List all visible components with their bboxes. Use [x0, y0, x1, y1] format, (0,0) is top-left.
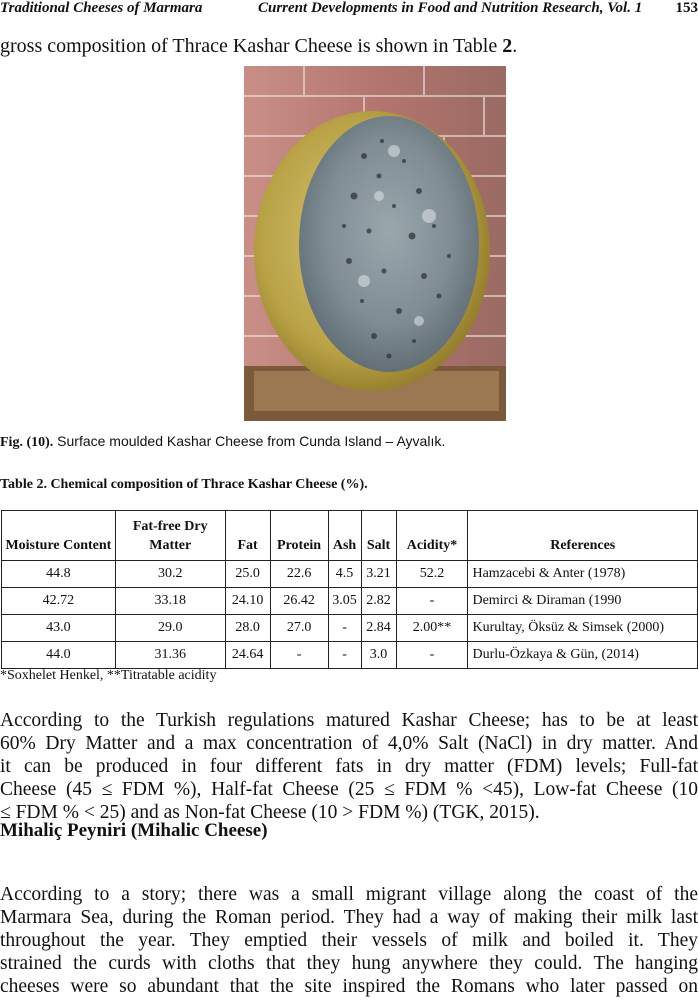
cell: -: [396, 588, 468, 615]
header-salt: Salt: [361, 511, 396, 561]
table-reference: 2: [502, 35, 513, 57]
intro-end: .: [512, 35, 518, 57]
cell: 3.0: [361, 642, 396, 669]
paragraph-line: 60% Dry Matter and a max concentration of 4,0% Salt (NaCl) in dry matter. And: [0, 733, 698, 754]
header-protein: Protein: [270, 511, 328, 561]
reference-cell: Demirci & Diraman (1990: [468, 588, 698, 615]
figure-caption-text: Surface moulded Kashar Cheese from Cunda Island – Ayvalık.: [53, 433, 446, 449]
cell: 27.0: [270, 615, 328, 642]
cheese-photo-drawing: [244, 66, 506, 421]
paragraph-line: strained the curds with cloths that they hung anywhere they could. The hanging: [0, 953, 698, 974]
header-fat-free-dry-matter: Fat-free Dry Matter: [115, 511, 225, 561]
cell: -: [328, 615, 361, 642]
header-ash: Ash: [328, 511, 361, 561]
section-heading: Mihaliç Peyniri (Mihalic Cheese): [0, 820, 268, 841]
figure-label: Fig. (10).: [0, 435, 54, 450]
reference-cell: Hamzacebi & Anter (1978): [468, 561, 698, 588]
cell: 28.0: [225, 615, 270, 642]
chemical-composition-table: [1, 510, 698, 669]
table-row: [2, 642, 698, 669]
running-head-journal: Current Developments in Food and Nutrition Research, Vol. 1: [258, 0, 643, 16]
paragraph-line: Cheese (45 ≤ FDM %), Half-fat Cheese (25 ≤ FDM % <45), Low-fat Cheese (10: [0, 779, 698, 800]
running-head-title: Traditional Cheeses of Marmara: [0, 0, 203, 16]
table-header-row: [2, 511, 698, 561]
cell: 52.2: [396, 561, 468, 588]
page-number: 153: [675, 0, 698, 16]
cell: 29.0: [115, 615, 225, 642]
header-references: References: [468, 511, 698, 561]
cell: 26.42: [270, 588, 328, 615]
paragraph-line: According to a story; there was a small migrant village along the coast of the: [0, 884, 698, 905]
intro-text: gross composition of Thrace Kashar Cheese is shown in Table: [0, 35, 503, 57]
table-row: [2, 561, 698, 588]
paragraph-line: it can be produced in four different fats in dry matter (FDM) levels; Full-fat: [0, 756, 698, 777]
cell: 2.82: [361, 588, 396, 615]
cell: 3.21: [361, 561, 396, 588]
table-row: [2, 588, 698, 615]
running-head: [0, 0, 698, 20]
paragraph-line: ≤ FDM % < 25) and as Non-fat Cheese (10 > FDM %) (TGK, 2015).: [0, 802, 540, 823]
figure-caption: [0, 432, 445, 452]
cell: 3.05: [328, 588, 361, 615]
regulation-paragraph: [0, 709, 698, 824]
reference-cell: Durlu-Özkaya & Gün, (2014): [468, 642, 698, 669]
cell: 25.0: [225, 561, 270, 588]
cell: 2.00**: [396, 615, 468, 642]
cell: 22.6: [270, 561, 328, 588]
story-paragraph: [0, 883, 698, 998]
cell: 42.72: [2, 588, 116, 615]
cell: -: [396, 642, 468, 669]
header-moisture: Moisture Content: [2, 511, 116, 561]
cell: 33.18: [115, 588, 225, 615]
paragraph-line: Marmara Sea, during the Roman period. They had a way of making their milk last: [0, 907, 698, 928]
cell: 44.8: [2, 561, 116, 588]
cell: 2.84: [361, 615, 396, 642]
table-footnote: *Soxhelet Henkel, **Titratable acidity: [0, 668, 217, 683]
cell: 43.0: [2, 615, 116, 642]
cell: 44.0: [2, 642, 116, 669]
cell: -: [270, 642, 328, 669]
intro-sentence: [0, 34, 517, 58]
paragraph-line: According to the Turkish regulations matured Kashar Cheese; has to be at least: [0, 710, 698, 731]
cell: 24.10: [225, 588, 270, 615]
table-title: Table 2. Chemical composition of Thrace Kashar Cheese (%).: [0, 477, 368, 492]
table-row: [2, 615, 698, 642]
cheese-photo: [244, 66, 506, 421]
cell: -: [328, 642, 361, 669]
header-fat: Fat: [225, 511, 270, 561]
paragraph-line: throughout the year. They emptied their vessels of milk and boiled it. They: [0, 930, 698, 951]
reference-cell: Kurultay, Öksüz & Simsek (2000): [468, 615, 698, 642]
cell: 31.36: [115, 642, 225, 669]
cell: 4.5: [328, 561, 361, 588]
header-acidity: Acidity*: [396, 511, 468, 561]
paragraph-line: cheeses were so abundant that the site inspired the Romans who later passed on: [0, 976, 698, 997]
cell: 24.64: [225, 642, 270, 669]
cell: 30.2: [115, 561, 225, 588]
